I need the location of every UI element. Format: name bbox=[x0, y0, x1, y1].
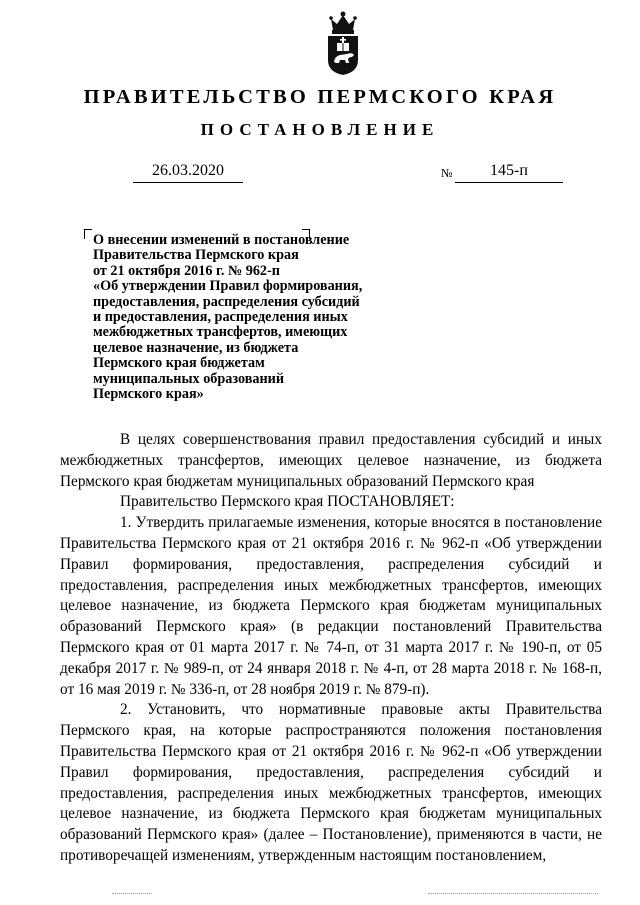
body-paragraph: 2. Установить, что нормативные правовые акты Правительства Пермского края, на которые распространяются положения постановления Правительства Пермского края от 21 октября 2016 г. № 962-п «Об утверждении Правил формирования, предоставления, распределения субсидий и предоставления, распределения иных межбюджетных трансфертов, имеющих целевое назначение, из бюджета Пермского края бюджетам муниципальных образований Пермского края» (далее – Постановление), применяются в части, не противоречащей изменениям, утвержденным настоящим постановлением, bbox=[60, 701, 602, 864]
number-field bbox=[455, 160, 563, 183]
scan-artifact-dots bbox=[428, 893, 598, 894]
body-paragraph: В целях совершенствования правил предоставления субсидий и иных межбюджетных трансфертов, имеющих целевое назначение, из бюджета Пермского края бюджетам муниципальных образований Пермского края bbox=[60, 431, 602, 490]
perm-krai-coat-of-arms-icon bbox=[325, 10, 361, 76]
document-number: 145-п bbox=[490, 162, 528, 179]
scan-artifact-dots bbox=[112, 893, 152, 894]
subject-corner-left bbox=[84, 229, 92, 239]
date-field bbox=[133, 160, 243, 183]
document-date: 26.03.2020 bbox=[152, 162, 224, 179]
body-paragraph: 1. Утвердить прилагаемые изменения, которые вносятся в постановление Правительства Пермского края от 21 октября 2016 г. № 962-п «Об утверждении Правил формирования, предоставления, распределения субсидий и предоставления, распределения иных межбюджетных трансфертов, имеющих целевое назначение, из бюджета Пермского края бюджетам муниципальных образований Пермского края» (в редакции постановлений Правительства Пермского края от 01 марта 2017 г. № 74-п, от 31 марта 2017 г. № 190-п, от 05 декабря 2017 г. № 989-п, от 24 января 2018 г. № 4-п, от 28 марта 2018 г. № 168-п, от 16 мая 2019 г. № 336-п, от 28 ноября 2019 г. № 879-п). bbox=[60, 514, 602, 698]
document-type: ПОСТАНОВЛЕНИЕ bbox=[200, 120, 440, 139]
document-subject: О внесении изменений в постановление Правительства Пермского края от 21 октября 2016 г. № 962-п «Об утверждении Правил формирования, предоставления, распределения субсидий и предоставления, распределения иных межбюджетных трансфертов, имеющих целевое назначение, из бюджета Пермского края бюджетам муниципальных образований Пермского края» bbox=[93, 232, 363, 403]
document-body bbox=[60, 430, 602, 867]
body-paragraph: Правительство Пермского края ПОСТАНОВЛЯЕТ: bbox=[120, 493, 455, 511]
number-sign: № bbox=[441, 166, 453, 180]
government-title: ПРАВИТЕЛЬСТВО ПЕРМСКОГО КРАЯ bbox=[83, 86, 557, 108]
